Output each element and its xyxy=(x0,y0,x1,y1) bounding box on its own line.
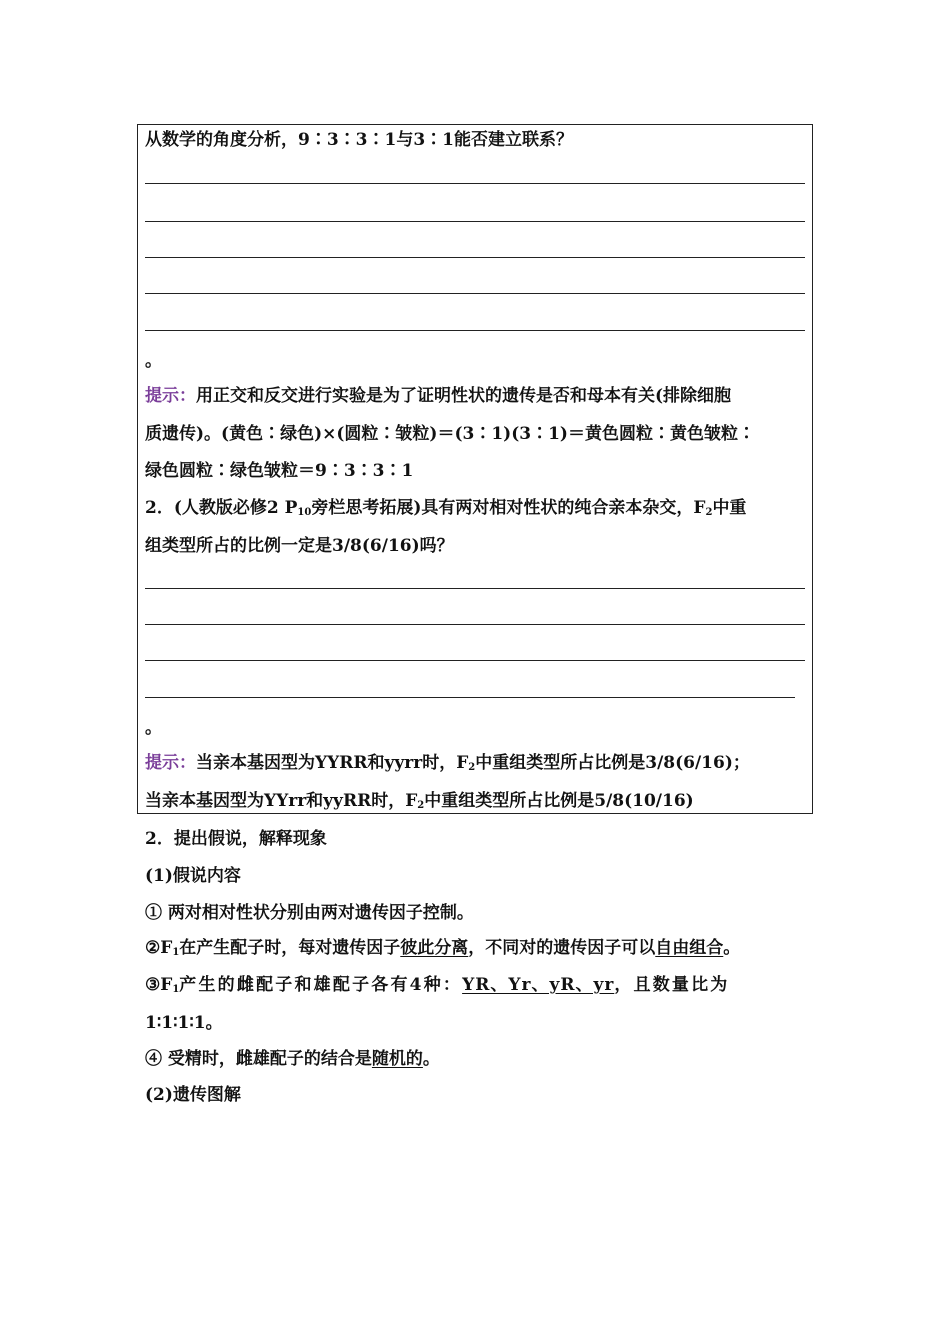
answer-blank: 彼此分离 xyxy=(400,938,469,958)
subsection-title: (1)假说内容 xyxy=(145,866,241,886)
hypothesis-item-4: ④ 受精时，雌雄配子的结合是随机的。 xyxy=(145,1049,440,1069)
answer-line[interactable] xyxy=(145,624,805,625)
q2-hint-line2: 当亲本基因型为YYrr和yyRR时，$F_2$中重组类型所占比例是5/8(10/16) xyxy=(145,791,694,811)
answer-line[interactable] xyxy=(145,588,805,589)
q1-hint-line3: 绿色圆粒∶绿色皱粒＝9∶3∶3∶1 xyxy=(145,461,414,481)
answer-line[interactable] xyxy=(145,660,805,661)
subsection-title: (2)遗传图解 xyxy=(145,1085,241,1105)
hypothesis-item-1: ① 两对相对性状分别由两对遗传因子控制。 xyxy=(145,903,474,923)
answer-line[interactable] xyxy=(145,293,805,294)
hypothesis-item-2: $②F_1$在产生配子时，每对遗传因子彼此分离，不同对的遗传因子可以自由组合。 xyxy=(145,938,741,958)
hint-label: 提示： xyxy=(145,753,196,773)
answer-line[interactable] xyxy=(145,183,805,184)
q2-source: (人教版必修2 $P_{10}$旁栏思考拓展) xyxy=(173,498,422,518)
q2-period: 。 xyxy=(145,718,162,738)
hint-label: 提示： xyxy=(145,386,196,406)
answer-line[interactable] xyxy=(145,221,805,222)
q2-number: 2． xyxy=(145,498,174,518)
hypothesis-item-3-cont: 1∶1∶1∶1。 xyxy=(145,1013,223,1033)
answer-line[interactable] xyxy=(145,697,795,698)
q2-text-line1: 2．(人教版必修2 $P_{10}$旁栏思考拓展)具有两对相对性状的纯合亲本杂交，$F_2$中重 xyxy=(145,498,747,518)
q2-text-line2: 组类型所占的比例一定是3/8(6/16)吗？ xyxy=(145,536,454,556)
section-heading: 2．提出假说，解释现象 xyxy=(145,829,327,849)
answer-line[interactable] xyxy=(145,330,805,331)
q1-hint-line1 xyxy=(145,385,731,407)
q1-text: 从数学的角度分析，9∶3∶3∶1与3∶1能否建立联系？ xyxy=(145,130,573,150)
answer-blank: 随机的 xyxy=(371,1049,423,1069)
q1-period: 。 xyxy=(145,351,162,371)
answer-blank: YR、Yr、yR、yr xyxy=(462,975,615,995)
answer-line[interactable] xyxy=(145,257,805,258)
hypothesis-item-3: $③F_1$产生的雌配子和雄配子各有4种：YR、Yr、yR、yr，且数量比为 xyxy=(145,975,730,995)
hint-text: 用正交和反交进行实验是为了证明性状的遗传是否和母本有关(排除细胞 xyxy=(196,386,732,406)
answer-blank: 自由组合 xyxy=(655,938,724,958)
q1-hint-line2: 质遗传)。(黄色∶绿色)×(圆粒∶皱粒)＝(3∶1)(3∶1)＝黄色圆粒∶黄色皱粒∶ xyxy=(145,424,755,444)
q2-hint-line1: 提示：当亲本基因型为YYRR和yyrr时，$F_2$中重组类型所占比例是3/8(6/16)； xyxy=(145,753,750,773)
